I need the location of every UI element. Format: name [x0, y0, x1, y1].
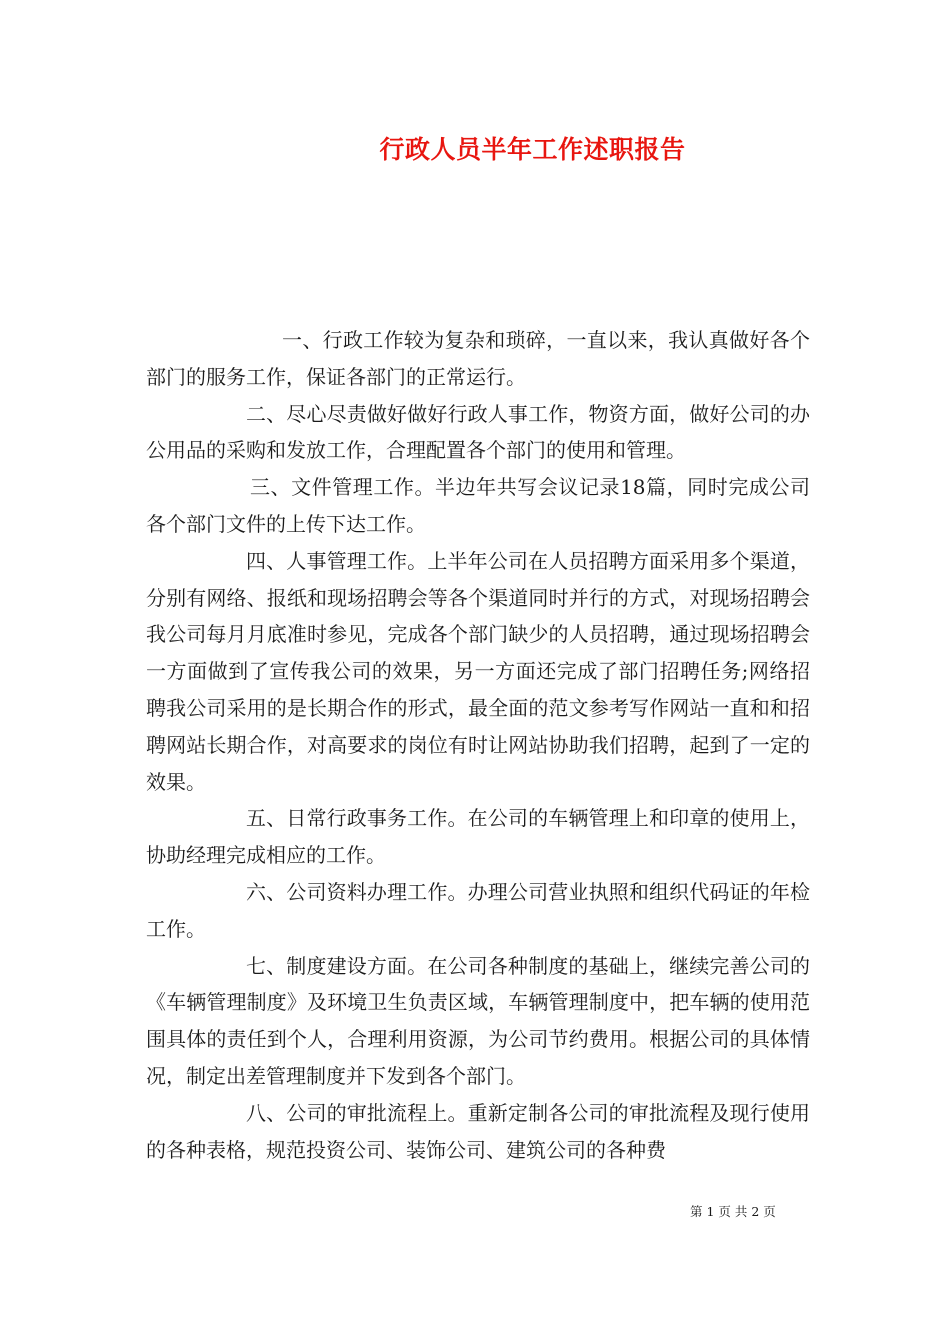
document-body — [146, 322, 810, 1168]
paragraph-7: 七、制度建设方面。在公司各种制度的基础上，继续完善公司的《车辆管理制度》及环境卫生负责区域，车辆管理制度中，把车辆的使用范围具体的责任到个人，合理利用资源，为公司节约费用。根据公司的具体情况，制定出差管理制度并下发到各个部门。 — [146, 953, 810, 1088]
paragraph-1: 一、行政工作较为复杂和琐碎，一直以来，我认真做好各个部门的服务工作，保证各部门的正常运行。 — [146, 328, 810, 389]
paragraph-6: 六、公司资料办理工作。办理公司营业执照和组织代码证的年检工作。 — [146, 879, 810, 941]
paragraph-4: 四、人事管理工作。上半年公司在人员招聘方面采用多个渠道，分别有网络、报纸和现场招聘会等各个渠道同时并行的方式，对现场招聘会我公司每月月底准时参见，完成各个部门缺少的人员招聘，通过现场招聘会一方面做到了宣传我公司的效果，另一方面还完成了部门招聘任务;网络招聘我公司采用的是长期合作的形式，最全面的范文参考写作网站一直和和招聘网站长期合作，对高要求的岗位有时让网站协助我们招聘，起到了一定的效果。 — [146, 548, 810, 794]
paragraph-2: 二、尽心尽责做好做好行政人事工作，物资方面，做好公司的办公用品的采购和发放工作，合理配置各个部门的使用和管理。 — [146, 401, 810, 463]
paragraph-3: 三、文件管理工作。半边年共写会议记录18篇，同时完成公司各个部门文件的上传下达工作。 — [146, 475, 810, 536]
document-title: 行政人员半年工作述职报告 — [379, 135, 686, 164]
paragraph-5: 五、日常行政事务工作。在公司的车辆管理上和印章的使用上，协助经理完成相应的工作。 — [146, 806, 810, 868]
paragraph-8: 八、公司的审批流程上。重新定制各公司的审批流程及现行使用的各种表格，规范投资公司、装饰公司、建筑公司的各种费 — [146, 1100, 810, 1162]
page-number-footer: 第 1 页 共 2 页 — [690, 1204, 776, 1219]
